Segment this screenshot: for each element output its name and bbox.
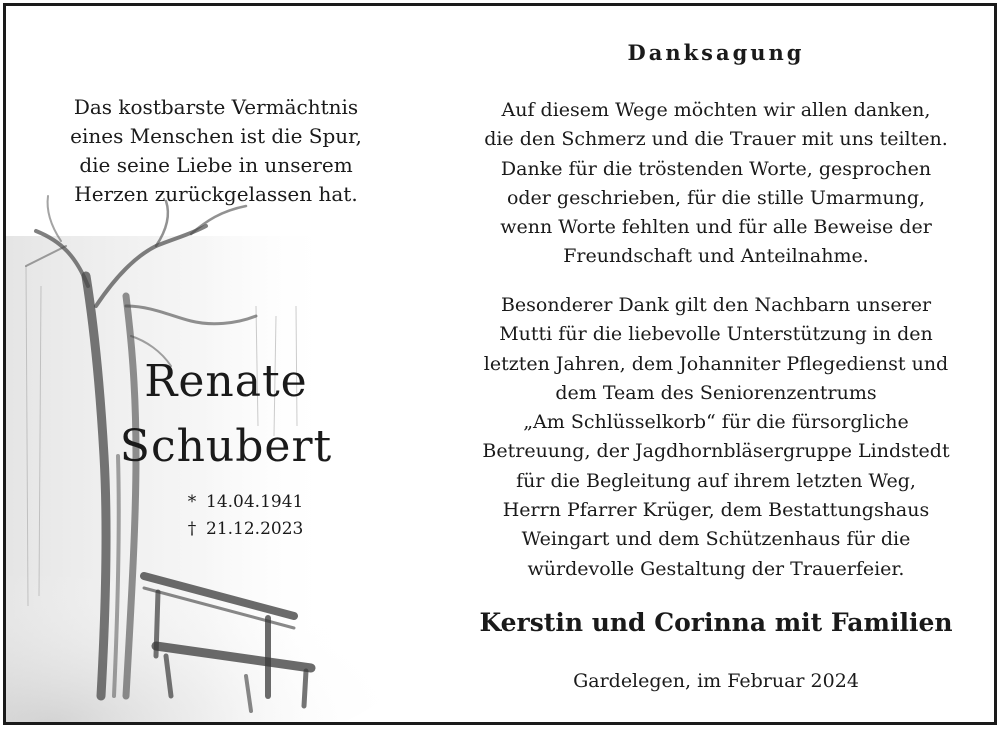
death-cross-icon: † <box>187 519 197 539</box>
birth-row <box>186 489 346 516</box>
obituary-card <box>3 3 997 725</box>
thanks-paragraph-2: Besonderer Dank gilt den Nachbarn unserer Mutti für die liebevolle Unterstützung in den letzten Jahren, dem Johanniter Pflegedienst und dem Team des Seniorenzentrums „Am Schlüsselkorb“ für die fürsorgliche Betreuung, der Jagdhornbläsergruppe Lindstedt für die Begleitung auf ihrem letzten Weg, Herrn Pfarrer Krüger, dem Bestattungshaus Weingart und dem Schützenhaus für die würdevolle Gestaltung der Trauerfeier. <box>482 294 950 580</box>
death-row <box>186 516 346 543</box>
death-date: 21.12.2023 <box>206 519 304 539</box>
signature: Kerstin und Corinna mit Familien <box>479 608 953 637</box>
page-title: Danksagung <box>627 40 805 65</box>
birth-star-icon: * <box>187 492 197 512</box>
place-and-date: Gardelegen, im Februar 2024 <box>573 670 859 692</box>
thanks-paragraph-1: Auf diesem Wege möchten wir allen danken, die den Schmerz und die Trauer mit uns teilten. Danke für die tröstenden Worte, gesprochen oder geschrieben, für die stille Umarmung, wenn Worte fehlten und für alle Beweise der Freundschaft und Anteilnahme. <box>484 99 948 268</box>
birth-date: 14.04.1941 <box>206 492 304 512</box>
deceased-last-name: Schubert <box>119 421 333 472</box>
memorial-quote: Das kostbarste Vermächtnis eines Menschen ist die Spur, die seine Liebe in unserem Herzen zurückgelassen hat. <box>70 95 362 206</box>
life-dates <box>186 489 346 543</box>
deceased-first-name: Renate <box>144 356 308 407</box>
